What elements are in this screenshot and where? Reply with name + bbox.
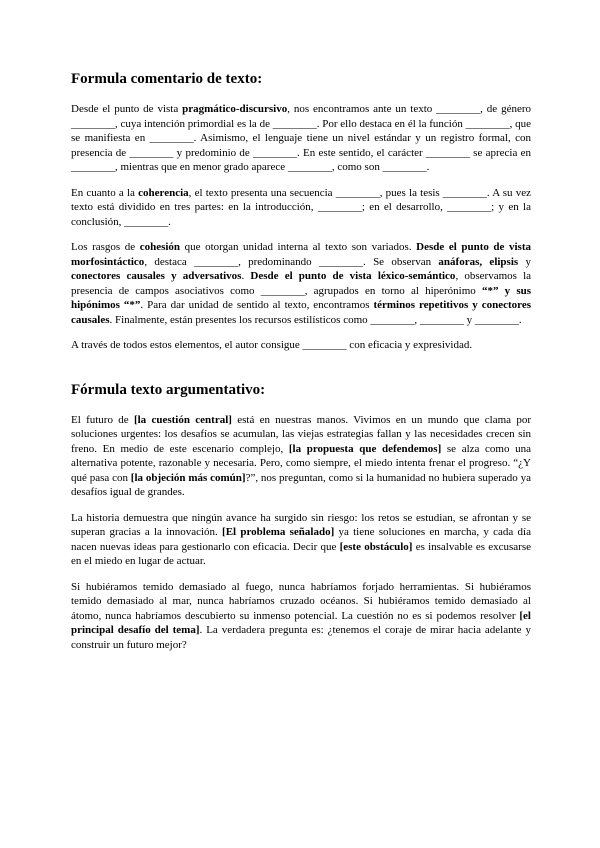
text-run: . Para dar unidad de sentido al texto, encontramos xyxy=(140,299,374,311)
text-run: Si hubiéramos temido demasiado al fuego, nunca habríamos forjado herramientas. Si hubiéramos temido demasiado al mar, nunca habríamos cruzado océanos. Si hubiéramos temido demasiado al átomo, nunca habríamos descubierto su inmenso potencial. La cuestión no es si podemos resolver xyxy=(71,580,531,622)
text-run-bold: [este obstáculo] xyxy=(339,540,413,553)
paragraph-pragmatico-discursivo xyxy=(71,102,531,175)
text-run: . La verdadera pregunta es: ¿tenemos el coraje de mirar hacia adelante y construir un futuro mejor? xyxy=(71,624,531,651)
paragraph-cohesion xyxy=(71,240,531,327)
paragraph-coherencia xyxy=(71,186,531,230)
text-run: En cuanto a la xyxy=(71,186,139,199)
section-comentario-de-texto xyxy=(71,71,531,353)
paragraph-cierre-comentario xyxy=(71,338,531,353)
text-run-bold: anáforas, elipsis xyxy=(438,255,519,268)
paragraph-conclusion-argumentativo xyxy=(71,580,531,653)
paragraph-desarrollo-argumentativo xyxy=(71,511,531,569)
text-run: El futuro de xyxy=(71,413,134,426)
text-run: . xyxy=(241,270,251,282)
text-run-bold: [la objeción más común] xyxy=(130,471,246,484)
text-run-bold: conectores causales y adversativos xyxy=(71,270,242,282)
text-run-bold: [El problema señalado] xyxy=(222,526,335,538)
text-run-bold: términos repetitivos y conectores causales xyxy=(71,299,531,326)
text-run-bold: cohesión xyxy=(139,241,181,253)
section-heading-comentario: Formula comentario de texto: xyxy=(71,71,263,87)
text-run: Los rasgos de xyxy=(71,241,140,253)
text-run: , destaca ________, predominando ________. Se observan xyxy=(144,255,439,268)
text-run-bold: coherencia xyxy=(138,186,189,199)
text-run-bold: pragmático-discursivo xyxy=(182,103,288,115)
text-run: . Finalmente, están presentes los recursos estilísticos como ________, ________ y ________. xyxy=(109,313,522,326)
text-run: , nos encontramos ante un texto ________, de género ________, cuya intención primordial es la de ________. Por ello destaca en él la función ________, que se manifiesta en ________. Asimismo, el lenguaje tiene un nivel estándar y un registro formal, con presencia de ________ y predominio de ________. En este sentido, el carácter ________ se aprecia en ________, mientras que en menor grado aparece ________, como son ________. xyxy=(71,103,531,173)
text-run: ya tiene soluciones en marcha, y cada día nacen nuevas ideas para gestionarlo con eficacia. Decir que xyxy=(71,526,531,553)
text-run: , el texto presenta una secuencia ________, pues la tesis ________. A su vez texto está dividido en tres partes: en la introducción, ________; en el desarrollo, ________; y en la conclusión, ________. xyxy=(71,186,531,228)
text-run-bold: “*” y sus hipónimos “*” xyxy=(71,284,531,311)
paragraph-introduccion-argumentativo xyxy=(71,413,531,500)
text-run-bold: Desde el punto de vista léxico-semántico xyxy=(250,270,456,282)
text-run: que otorgan unidad interna al texto son variados. xyxy=(180,241,417,253)
text-run-bold: [la cuestión central] xyxy=(133,413,232,426)
text-run: , observamos la presencia de campos asociativos como ________, agrupados en torno al hiperónimo xyxy=(71,270,532,297)
text-run: es insalvable es excusarse en el miedo en lugar de actuar. xyxy=(71,540,531,567)
text-run-bold: Desde el punto de vista morfosintáctico xyxy=(71,241,531,268)
text-run: y xyxy=(518,255,531,268)
text-run-bold: [la propuesta que defendemos] xyxy=(288,442,442,455)
text-run: está en nuestras manos. Vivimos en un mundo que clama por soluciones urgentes: los desafíos se acumulan, las viejas estrategias fallan y las necesidades crecen sin freno. En medio de este escenario complejo, xyxy=(71,413,531,455)
text-run: ?”, nos preguntan, como si la humanidad no hubiera superado ya desafíos igual de grandes. xyxy=(71,471,531,498)
text-run: La historia demuestra que ningún avance ha surgido sin riesgo: los retos se estudian, se afrontan y se superan gracias a la innovación. xyxy=(71,511,531,538)
section-texto-argumentativo xyxy=(71,382,531,653)
text-run: A través de todos estos elementos, el autor consigue ________ con eficacia y expresividad. xyxy=(71,339,473,351)
text-run: se alza como una alternativa potente, razonable y necesaria. Pero, como siempre, el miedo intenta frenar el progreso. “¿Y qué pasa con xyxy=(71,442,531,484)
text-run: Desde el punto de vista xyxy=(71,103,183,115)
text-run-bold: [el principal desafío del tema] xyxy=(71,609,531,636)
section-heading-argumentativo: Fórmula texto argumentativo: xyxy=(71,381,266,398)
